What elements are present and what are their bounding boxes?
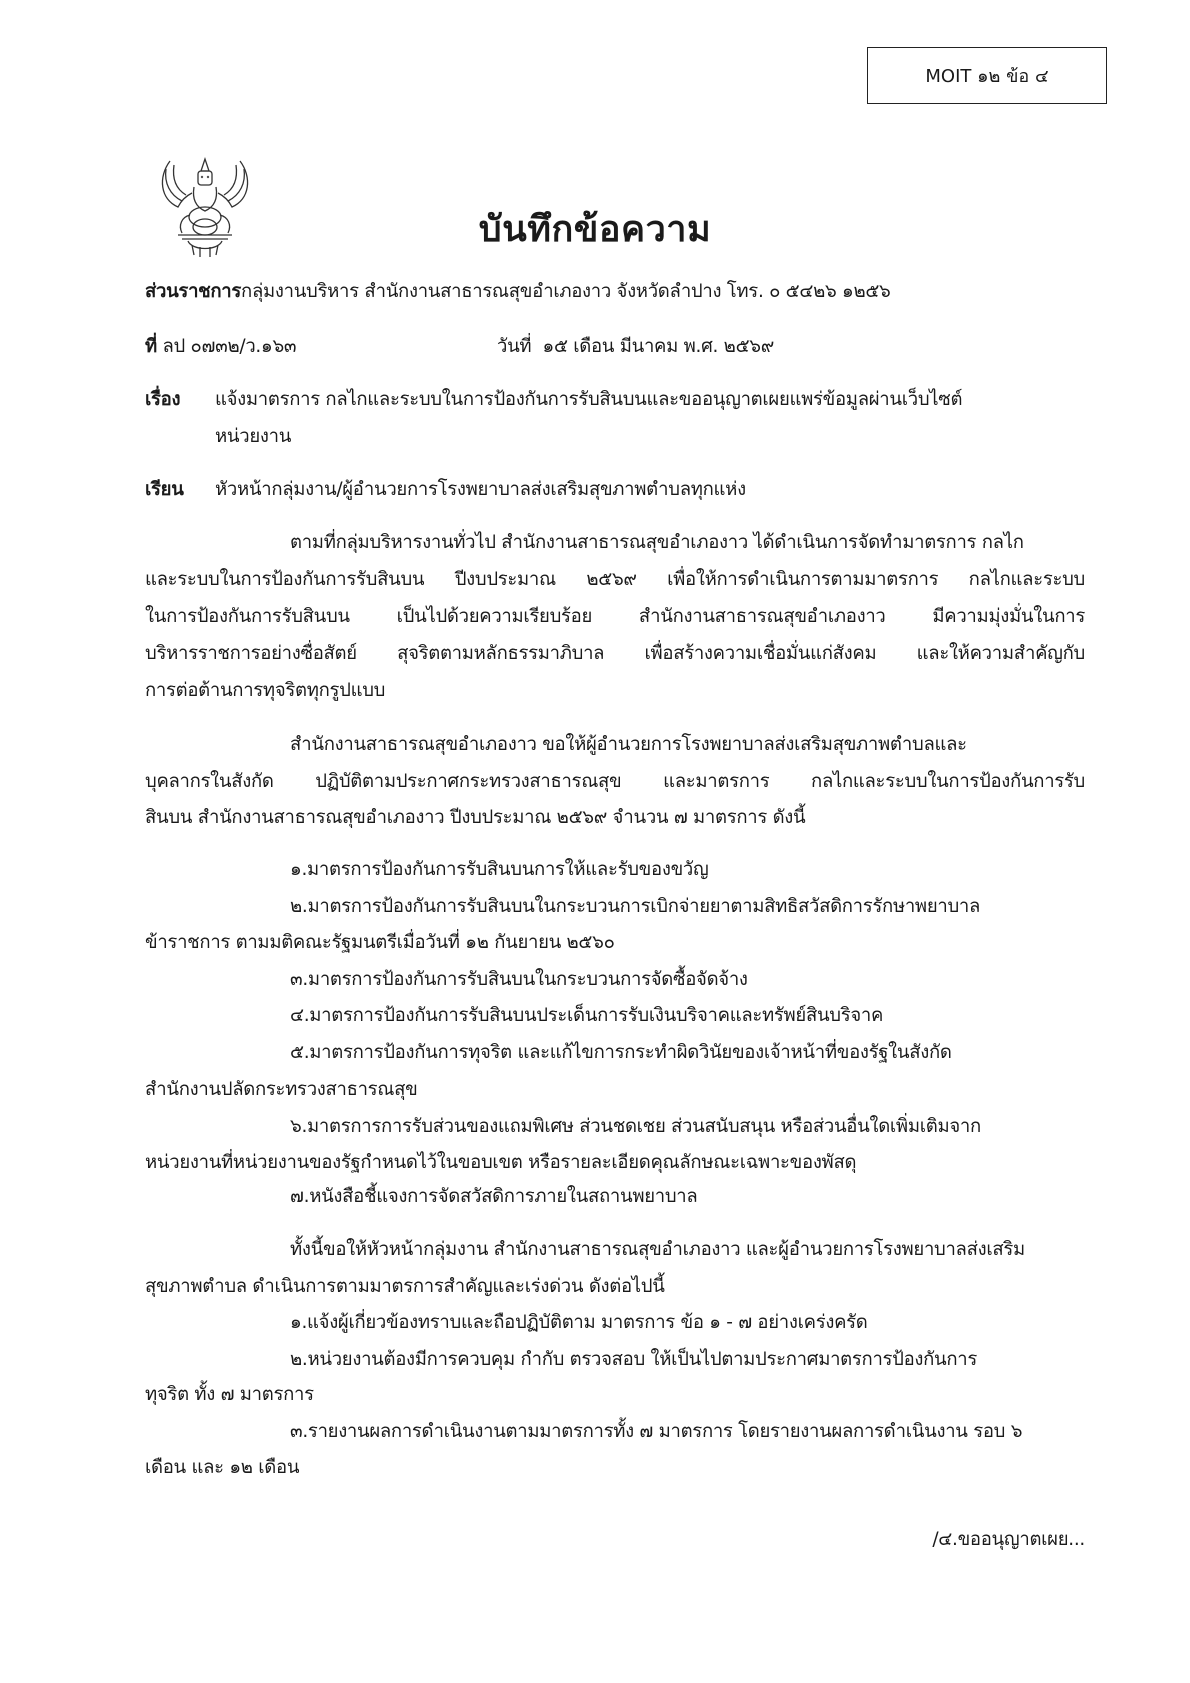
measure-item-cont: ข้าราชการ ตามมติคณะรัฐมนตรีเมื่อวันที่ ๑๒ กันยายน ๒๕๖๐	[145, 932, 615, 953]
para3-line: ทั้งนี้ขอให้หัวหน้ากลุ่มงาน สำนักงานสาธารณสุขอำเภองาว และผู้อำนวยการโรงพยาบาลส่งเสริม	[290, 1239, 1025, 1260]
subject-row	[145, 388, 962, 412]
to-row	[145, 478, 746, 502]
date-label: วันที่	[497, 336, 532, 357]
para1-line: ตามที่กลุ่มบริหารงานทั่วไป สำนักงานสาธารณสุขอำเภองาว ได้ดำเนินการจัดทำมาตรการ กลไก	[290, 532, 1024, 553]
subject-line-1: แจ้งมาตรการ กลไกและระบบในการป้องกันการรับสินบนและขออนุญาตเผยแพร่ข้อมูลผ่านเว็บไซต์	[215, 389, 963, 410]
measure-item: ๖.มาตรการการรับส่วนของแถมพิเศษ ส่วนชดเชย ส่วนสนับสนุน หรือส่วนอื่นใดเพิ่มเติมจาก	[290, 1116, 981, 1137]
para1-line: และระบบในการป้องกันการรับสินบน ปีงบประมาณ ๒๕๖๙ เพื่อให้การดำเนินการตามมาตรการ กลไกและระบบ	[145, 569, 1085, 590]
measure-item: ๑.มาตรการป้องกันการรับสินบนการให้และรับของขวัญ	[290, 859, 709, 880]
agency-label: ส่วนราชการ	[145, 281, 242, 302]
measure-item: ๔.มาตรการป้องกันการรับสินบนประเด็นการรับเงินบริจาคและทรัพย์สินบริจาค	[290, 1005, 884, 1026]
measure-item: ๒.มาตรการป้องกันการรับสินบนในกระบวนการเบิกจ่ายยาตามสิทธิสวัสดิการรักษาพยาบาล	[290, 896, 981, 917]
measure-item: ๓.มาตรการป้องกันการรับสินบนในกระบวนการจัดซื้อจัดจ้าง	[290, 969, 748, 990]
measure-item: ๗.หนังสือชี้แจงการจัดสวัสดิการภายในสถานพยาบาล	[290, 1186, 698, 1207]
agency-row	[145, 280, 890, 304]
measure-item-cont: หน่วยงานที่หน่วยงานของรัฐกำหนดไว้ในขอบเขต หรือรายละเอียดคุณลักษณะเฉพาะของพัสดุ	[145, 1152, 857, 1173]
measure-item-cont: สำนักงานปลัดกระทรวงสาธารณสุข	[145, 1079, 418, 1100]
action-item: ๑.แจ้งผู้เกี่ยวข้องทราบและถือปฏิบัติตาม มาตรการ ข้อ ๑ - ๗ อย่างเคร่งครัด	[290, 1312, 868, 1333]
para2-line: สินบน สำนักงานสาธารณสุขอำเภองาว ปีงบประมาณ ๒๕๖๙ จำนวน ๗ มาตรการ ดังนี้	[145, 807, 806, 828]
subject-line-2: หน่วยงาน	[215, 426, 292, 447]
measure-item: ๕.มาตรการป้องกันการทุจริต และแก้ไขการกระทำผิดวินัยของเจ้าหน้าที่ของรัฐในสังกัด	[290, 1042, 952, 1063]
para3-line: สุขภาพตำบล ดำเนินการตามมาตรการสำคัญและเร่งด่วน ดังต่อไปนี้	[145, 1276, 665, 1297]
subject-label: เรื่อง	[145, 389, 181, 410]
para1-line: บริหารราชการอย่างซื่อสัตย์ สุจริตตามหลักธรรมาภิบาล เพื่อสร้างความเชื่อมั่นแก่สังคม และให้ความสำคัญกับ	[145, 643, 1085, 664]
moit-code-box	[867, 47, 1107, 104]
ref-value: ลป ๐๗๓๒/ว.๑๖๓	[162, 336, 297, 357]
date-value: ๑๕ เดือน มีนาคม พ.ศ. ๒๕๖๙	[542, 336, 774, 357]
action-item-cont: เดือน และ ๑๒ เดือน	[145, 1457, 300, 1478]
moit-code: MOIT ๑๒ ข้อ ๔	[925, 66, 1049, 87]
to-value: หัวหน้ากลุ่มงาน/ผู้อำนวยการโรงพยาบาลส่งเสริมสุขภาพตำบลทุกแห่ง	[215, 479, 746, 500]
para2-line: สำนักงานสาธารณสุขอำเภองาว ขอให้ผู้อำนวยการโรงพยาบาลส่งเสริมสุขภาพตำบลและ	[290, 734, 967, 755]
to-label: เรียน	[145, 479, 184, 500]
para2-line: บุคลากรในสังกัด ปฏิบัติตามประกาศกระทรวงสาธารณสุข และมาตรการ กลไกและระบบในการป้องกันการรับ	[145, 771, 1085, 792]
date-row	[497, 335, 774, 359]
action-item-cont: ทุจริต ทั้ง ๗ มาตรการ	[145, 1384, 314, 1405]
agency-value: กลุ่มงานบริหาร สำนักงานสาธารณสุขอำเภองาว จังหวัดลำปาง โทร. ๐ ๕๔๒๖ ๑๒๕๖	[241, 281, 891, 302]
para1-line: การต่อต้านการทุจริตทุกรูปแบบ	[145, 680, 386, 701]
para1-line: ในการป้องกันการรับสินบน เป็นไปด้วยความเรียบร้อย สำนักงานสาธารณสุขอำเภองาว มีความมุ่งมั่นในการ	[145, 606, 1085, 627]
action-item: ๒.หน่วยงานต้องมีการควบคุม กำกับ ตรวจสอบ ให้เป็นไปตามประกาศมาตรการป้องกันการ	[290, 1349, 978, 1370]
action-item: ๓.รายงานผลการดำเนินงานตามมาตรการทั้ง ๗ มาตรการ โดยรายงานผลการดำเนินงาน รอบ ๖	[290, 1421, 1023, 1442]
continuation-note: /๔.ขออนุญาตเผย...	[932, 1529, 1085, 1550]
page-title: บันทึกข้อความ	[478, 209, 712, 250]
ref-label: ที่	[145, 336, 157, 357]
ref-row	[145, 335, 296, 359]
